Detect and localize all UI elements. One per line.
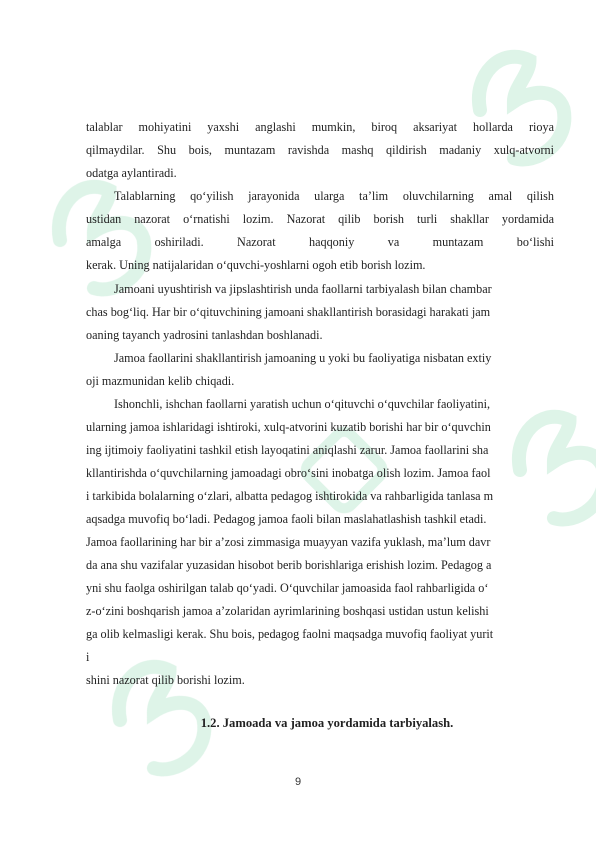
paragraph-line: kllantirishda o‘quvchilarning jamoadagi obro‘sini inobatga olish lozim. Jamoa faol [86, 466, 491, 480]
section-heading-text: 1.2. Jamoada va jamoa yordamida tarbiyalash. [200, 716, 454, 730]
paragraph-line: ustidan nazorat o‘rnatishi lozim. Nazorat qilib borish turli shakllar yordamida [86, 212, 554, 226]
paragraph-line: oji mazmunidan kelib chiqadi. [86, 374, 235, 388]
paragraph-line: amalga oshiriladi. Nazorat haqqoniy va muntazam bo‘lishi [86, 235, 554, 249]
paragraph-line: Talablarning qo‘yilish jarayonida ularga ta’lim oluvchilarning amal qilish [114, 189, 554, 203]
paragraph-line: Jamoa faollarining har bir a’zosi zimmasiga muayyan vazifa yuklash, ma’lum davr [86, 535, 491, 549]
paragraph-line: kerak. Uning natijalaridan o‘quvchi-yoshlarni ogoh etib borish lozim. [86, 258, 426, 272]
paragraph-line: odatga aylantiradi. [86, 166, 177, 180]
paragraph-line: chas bog‘liq. Har bir o‘qituvchining jamoani shakllantirish borasidagi harakati jam [86, 305, 491, 319]
paragraph-line: Jamoani uyushtirish va jipslashtirish unda faollarni tarbiyalash bilan chambar [114, 282, 492, 296]
paragraph-line: shini nazorat qilib borishi lozim. [86, 673, 245, 687]
paragraph-line: i [86, 650, 90, 664]
paragraph-line: ing ijtimoiy faoliyatini tashkil etish layoqatini aniqlashi zarur. Jamoa faollarini sha [86, 443, 489, 457]
paragraph-line: ularning jamoa ishlaridagi ishtiroki, xulq-atvorini kuzatib borishi har bir o‘quvchin [86, 420, 491, 434]
paragraph-line: oaning tayanch yadrosini tanlashdan boshlanadi. [86, 328, 323, 342]
paragraph-line: Jamoa faollarini shakllantirish jamoaning u yoki bu faoliyatiga nisbatan extiy [114, 351, 492, 365]
paragraph-line: yni shu faolga oshirilgan talab qo‘yadi. O‘quvchilar jamoasida faol rahbarligida o‘ [86, 581, 489, 595]
page-number: 9 [294, 776, 302, 788]
paragraph-line: aqsadga muvofiq bo‘ladi. Pedagog jamoa faoli bilan maslahatlashish tashkil etadi. [86, 512, 487, 526]
paragraph-line: da ana shu vazifalar yuzasidan hisobot berib borishlariga erishish lozim. Pedagog a [86, 558, 492, 572]
section-heading [86, 716, 554, 731]
paragraph-line: talablar mohiyatini yaxshi anglashi mumkin, biroq aksariyat hollarda rioya [86, 120, 554, 134]
paragraph-line: ga olib kelmasligi kerak. Shu bois, pedagog faolni maqsadga muvofiq faoliyat yurit [86, 627, 494, 641]
paragraph-line: qilmaydilar. Shu bois, muntazam ravishda mashq qildirish madaniy xulq-atvorni [86, 143, 554, 157]
paragraph-line: Ishonchli, ishchan faollarni yaratish uchun o‘qituvchi o‘quvchilar faoliyatini, [114, 397, 491, 411]
paragraph-line: i tarkibida bolalarning o‘zlari, albatta pedagog ishtirokida va rahbarligida tanlasa m [86, 489, 494, 503]
paragraph-line: z-o‘zini boshqarish jamoa a’zolaridan ayrimlarining boshqasi ustidan ustun kelishi [86, 604, 489, 618]
